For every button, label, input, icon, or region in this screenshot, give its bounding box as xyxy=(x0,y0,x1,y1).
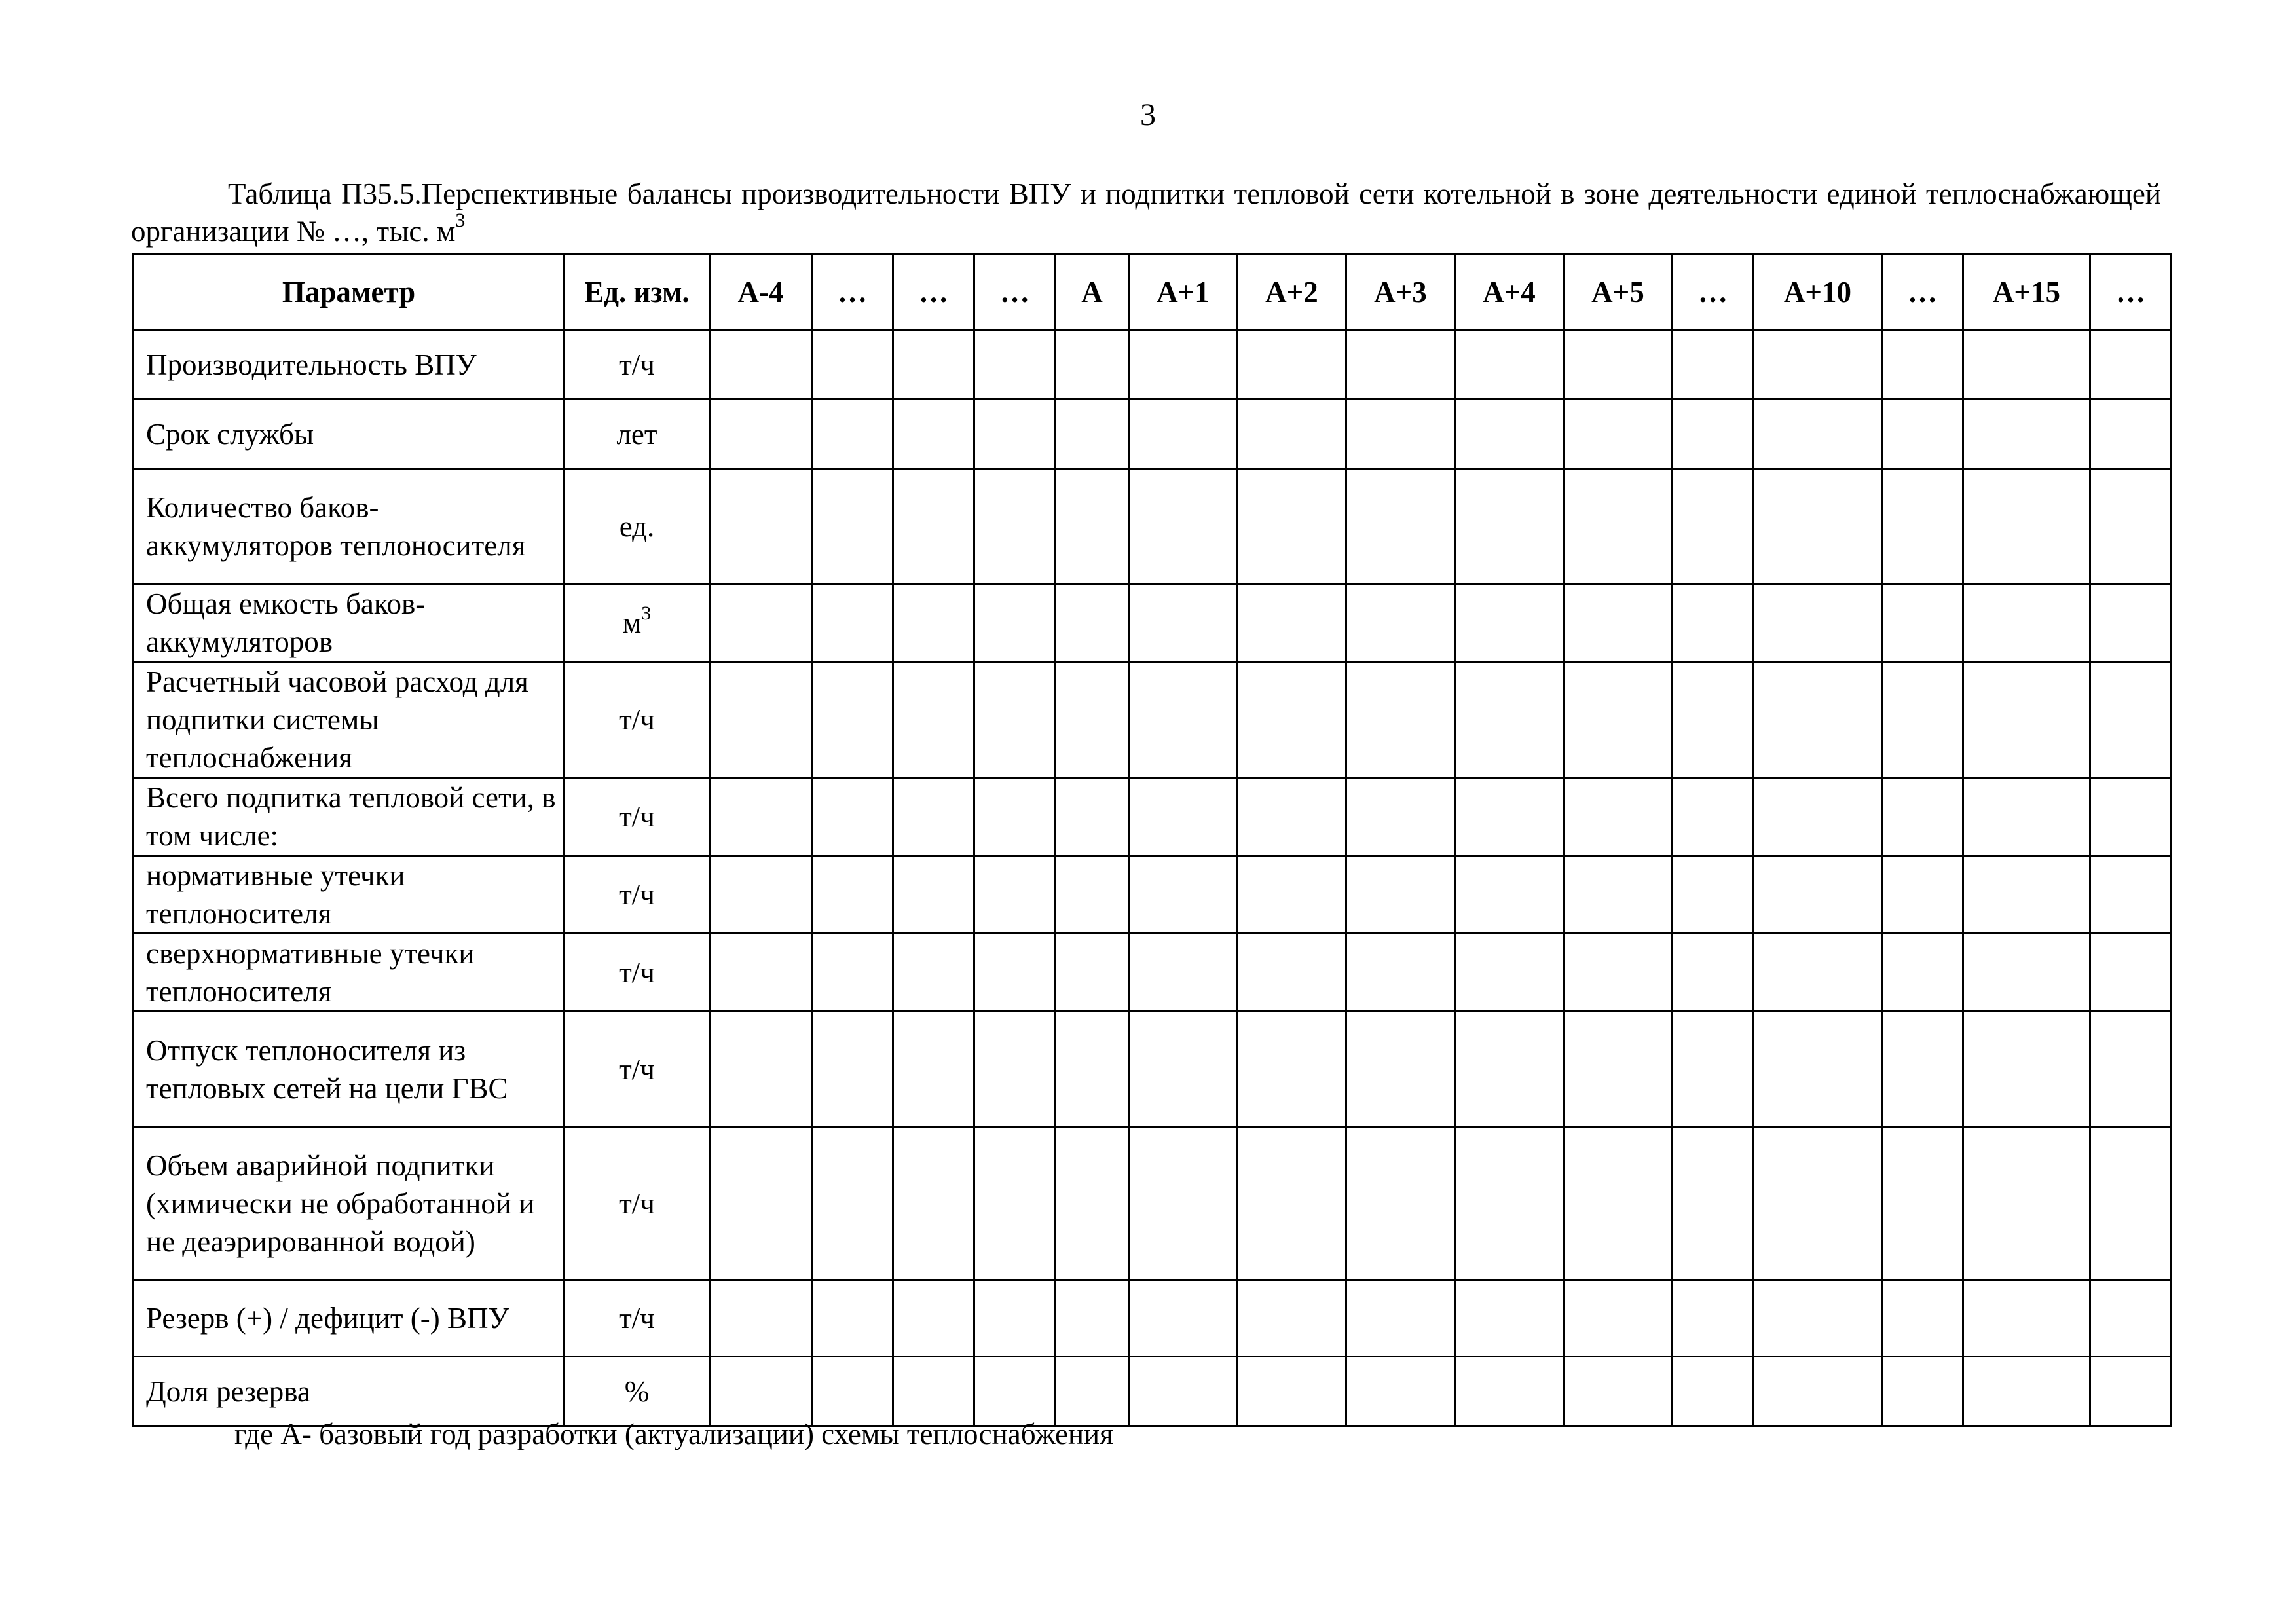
data-cell xyxy=(974,662,1056,778)
data-cell xyxy=(1754,330,1882,399)
data-cell xyxy=(893,662,974,778)
row-param: Производительность ВПУ xyxy=(134,330,565,399)
data-cell xyxy=(1238,469,1346,584)
table-caption-text: Таблица П35.5.Перспективные балансы производительности ВПУ и подпитки тепловой сети котельной в зоне деятельности единой теплоснабжающей организации № …, тыс. м xyxy=(131,177,2161,248)
data-cell xyxy=(1564,1012,1673,1127)
data-cell xyxy=(1455,1357,1564,1426)
data-cell xyxy=(1564,1280,1673,1357)
data-cell xyxy=(2090,469,2172,584)
data-cell xyxy=(812,856,893,934)
data-cell xyxy=(710,584,812,662)
data-cell xyxy=(893,1280,974,1357)
data-cell xyxy=(1673,778,1754,856)
data-cell xyxy=(1882,469,1963,584)
row-unit: % xyxy=(565,1357,710,1426)
data-cell xyxy=(1882,1280,1963,1357)
data-cell xyxy=(1129,584,1238,662)
table-row xyxy=(134,1127,2172,1280)
data-cell xyxy=(1564,399,1673,469)
data-cell xyxy=(1564,330,1673,399)
data-cell xyxy=(1455,662,1564,778)
data-cell xyxy=(1129,399,1238,469)
header-row xyxy=(134,254,2172,330)
data-cell xyxy=(1056,330,1129,399)
data-cell xyxy=(893,856,974,934)
row-unit: т/ч xyxy=(565,856,710,934)
data-cell xyxy=(974,399,1056,469)
row-param: Отпуск теплоносителя из тепловых сетей на цели ГВС xyxy=(134,1012,565,1127)
data-cell xyxy=(1129,778,1238,856)
data-cell xyxy=(1455,330,1564,399)
header-param: Параметр xyxy=(134,254,565,330)
data-cell xyxy=(1056,469,1129,584)
data-cell xyxy=(1346,399,1455,469)
data-cell xyxy=(812,584,893,662)
caption-superscript: 3 xyxy=(455,210,466,231)
data-cell xyxy=(2090,1012,2172,1127)
data-cell xyxy=(1455,1280,1564,1357)
data-cell xyxy=(710,778,812,856)
row-param: Объем аварийной подпитки (химически не обработанной и не деаэрированной водой) xyxy=(134,1127,565,1280)
data-cell xyxy=(1673,469,1754,584)
data-cell xyxy=(974,330,1056,399)
data-cell xyxy=(710,934,812,1012)
row-unit-text: м xyxy=(622,606,642,639)
header-period: А-4 xyxy=(710,254,812,330)
balance-table xyxy=(132,253,2172,1427)
data-cell xyxy=(812,1280,893,1357)
data-cell xyxy=(1882,330,1963,399)
data-cell xyxy=(2090,934,2172,1012)
data-cell xyxy=(1754,469,1882,584)
data-cell xyxy=(2090,1127,2172,1280)
data-cell xyxy=(710,662,812,778)
data-cell xyxy=(1346,1357,1455,1426)
data-cell xyxy=(2090,778,2172,856)
data-cell xyxy=(812,934,893,1012)
data-cell xyxy=(1673,399,1754,469)
data-cell xyxy=(1564,934,1673,1012)
table-caption xyxy=(131,175,2161,250)
data-cell xyxy=(1754,856,1882,934)
data-cell xyxy=(1238,1357,1346,1426)
row-unit: т/ч xyxy=(565,778,710,856)
header-period: А+4 xyxy=(1455,254,1564,330)
data-cell xyxy=(710,399,812,469)
data-cell xyxy=(1346,662,1455,778)
row-param: Общая емкость баков-аккумуляторов xyxy=(134,584,565,662)
data-cell xyxy=(1129,934,1238,1012)
data-cell xyxy=(1056,1357,1129,1426)
data-cell xyxy=(1564,1357,1673,1426)
data-cell xyxy=(1238,330,1346,399)
data-cell xyxy=(893,399,974,469)
data-cell xyxy=(1963,399,2090,469)
data-cell xyxy=(1882,856,1963,934)
data-cell xyxy=(710,856,812,934)
row-param: Доля резерва xyxy=(134,1357,565,1426)
data-cell xyxy=(1129,330,1238,399)
data-cell xyxy=(1056,778,1129,856)
data-cell xyxy=(2090,1280,2172,1357)
table-row xyxy=(134,778,2172,856)
row-unit: ед. xyxy=(565,469,710,584)
data-cell xyxy=(1963,1127,2090,1280)
data-cell xyxy=(1346,469,1455,584)
data-cell xyxy=(1963,469,2090,584)
data-cell xyxy=(1673,1127,1754,1280)
data-cell xyxy=(812,1012,893,1127)
data-cell xyxy=(1238,662,1346,778)
data-cell xyxy=(2090,662,2172,778)
data-cell xyxy=(1238,1012,1346,1127)
data-cell xyxy=(2090,856,2172,934)
data-cell xyxy=(2090,330,2172,399)
data-cell xyxy=(812,469,893,584)
data-cell xyxy=(1129,1357,1238,1426)
data-cell xyxy=(1754,1012,1882,1127)
data-cell xyxy=(974,1012,1056,1127)
data-cell xyxy=(1238,1280,1346,1357)
data-cell xyxy=(1056,1280,1129,1357)
row-unit: т/ч xyxy=(565,662,710,778)
table-row xyxy=(134,1357,2172,1426)
data-cell xyxy=(1882,778,1963,856)
data-cell xyxy=(1129,856,1238,934)
data-cell xyxy=(1129,1280,1238,1357)
data-cell xyxy=(974,778,1056,856)
data-cell xyxy=(1564,662,1673,778)
row-param: Срок службы xyxy=(134,399,565,469)
data-cell xyxy=(893,934,974,1012)
data-cell xyxy=(1129,1012,1238,1127)
data-cell xyxy=(1564,856,1673,934)
data-cell xyxy=(893,778,974,856)
data-cell xyxy=(1564,584,1673,662)
footnote: где А- базовый год разработки (актуализации) схемы теплоснабжения xyxy=(234,1418,1113,1450)
header-period: … xyxy=(893,254,974,330)
data-cell xyxy=(974,856,1056,934)
data-cell xyxy=(1963,330,2090,399)
data-cell xyxy=(812,1127,893,1280)
header-period: … xyxy=(1673,254,1754,330)
row-unit xyxy=(565,584,710,662)
data-cell xyxy=(1129,1127,1238,1280)
data-cell xyxy=(710,1012,812,1127)
row-unit: т/ч xyxy=(565,1012,710,1127)
data-cell xyxy=(1754,1357,1882,1426)
data-cell xyxy=(1882,934,1963,1012)
header-period: А+3 xyxy=(1346,254,1455,330)
data-cell xyxy=(1346,330,1455,399)
row-unit: т/ч xyxy=(565,934,710,1012)
header-unit: Ед. изм. xyxy=(565,254,710,330)
data-cell xyxy=(1455,399,1564,469)
data-cell xyxy=(2090,399,2172,469)
data-cell xyxy=(1673,1280,1754,1357)
data-cell xyxy=(812,778,893,856)
data-cell xyxy=(1754,399,1882,469)
data-cell xyxy=(1056,856,1129,934)
data-cell xyxy=(1238,778,1346,856)
data-cell xyxy=(1455,584,1564,662)
unit-superscript: 3 xyxy=(641,602,652,624)
data-cell xyxy=(1056,1012,1129,1127)
data-cell xyxy=(710,469,812,584)
table-row xyxy=(134,584,2172,662)
data-cell xyxy=(1056,399,1129,469)
data-cell xyxy=(1129,469,1238,584)
data-cell xyxy=(1455,469,1564,584)
table-row xyxy=(134,662,2172,778)
data-cell xyxy=(1673,330,1754,399)
header-period: А xyxy=(1056,254,1129,330)
header-period: А+5 xyxy=(1564,254,1673,330)
data-cell xyxy=(1963,856,2090,934)
header-period: … xyxy=(1882,254,1963,330)
row-unit: лет xyxy=(565,399,710,469)
table-row xyxy=(134,1280,2172,1357)
header-period: … xyxy=(2090,254,2172,330)
data-cell xyxy=(710,330,812,399)
data-cell xyxy=(1882,399,1963,469)
data-cell xyxy=(893,1357,974,1426)
data-cell xyxy=(1455,856,1564,934)
data-cell xyxy=(1238,584,1346,662)
data-cell xyxy=(1346,1012,1455,1127)
header-period: … xyxy=(974,254,1056,330)
data-cell xyxy=(1754,1280,1882,1357)
data-cell xyxy=(710,1357,812,1426)
data-cell xyxy=(2090,584,2172,662)
data-cell xyxy=(710,1280,812,1357)
data-cell xyxy=(1963,662,2090,778)
data-cell xyxy=(1963,1280,2090,1357)
data-cell xyxy=(1754,778,1882,856)
data-cell xyxy=(1346,1280,1455,1357)
data-cell xyxy=(1056,584,1129,662)
data-cell xyxy=(1455,1127,1564,1280)
data-cell xyxy=(1346,584,1455,662)
data-cell xyxy=(1882,584,1963,662)
data-cell xyxy=(1564,469,1673,584)
data-cell xyxy=(1564,778,1673,856)
data-cell xyxy=(710,1127,812,1280)
data-cell xyxy=(1056,1127,1129,1280)
data-cell xyxy=(1238,399,1346,469)
data-cell xyxy=(1882,1127,1963,1280)
data-cell xyxy=(1673,584,1754,662)
data-cell xyxy=(974,1280,1056,1357)
data-cell xyxy=(1963,934,2090,1012)
header-period: А+2 xyxy=(1238,254,1346,330)
header-period: А+15 xyxy=(1963,254,2090,330)
data-cell xyxy=(1963,778,2090,856)
data-cell xyxy=(1346,856,1455,934)
header-period: … xyxy=(812,254,893,330)
data-cell xyxy=(1673,1012,1754,1127)
data-cell xyxy=(893,1127,974,1280)
data-cell xyxy=(1963,584,2090,662)
row-unit: т/ч xyxy=(565,1127,710,1280)
header-period: А+10 xyxy=(1754,254,1882,330)
data-cell xyxy=(893,330,974,399)
row-param: Резерв (+) / дефицит (-) ВПУ xyxy=(134,1280,565,1357)
data-cell xyxy=(2090,1357,2172,1426)
row-param: Расчетный часовой расход для подпитки системы теплоснабжения xyxy=(134,662,565,778)
table-row xyxy=(134,1012,2172,1127)
data-cell xyxy=(1238,856,1346,934)
data-cell xyxy=(1882,1012,1963,1127)
row-param: Количество баков-аккумуляторов теплоносителя xyxy=(134,469,565,584)
data-cell xyxy=(974,584,1056,662)
data-cell xyxy=(812,662,893,778)
table-row xyxy=(134,934,2172,1012)
data-cell xyxy=(1238,934,1346,1012)
data-cell xyxy=(1056,662,1129,778)
table-row xyxy=(134,399,2172,469)
data-cell xyxy=(1056,934,1129,1012)
data-cell xyxy=(812,399,893,469)
data-cell xyxy=(1455,1012,1564,1127)
table-row xyxy=(134,469,2172,584)
data-cell xyxy=(1754,584,1882,662)
data-cell xyxy=(1673,856,1754,934)
table-row xyxy=(134,856,2172,934)
header-period: А+1 xyxy=(1129,254,1238,330)
data-cell xyxy=(1673,934,1754,1012)
data-cell xyxy=(893,1012,974,1127)
data-cell xyxy=(974,1357,1056,1426)
table-row xyxy=(134,330,2172,399)
data-cell xyxy=(1564,1127,1673,1280)
data-cell xyxy=(1963,1357,2090,1426)
data-cell xyxy=(1238,1127,1346,1280)
row-param: Всего подпитка тепловой сети, в том числе: xyxy=(134,778,565,856)
row-param: нормативные утечки теплоносителя xyxy=(134,856,565,934)
data-cell xyxy=(974,469,1056,584)
data-cell xyxy=(1963,1012,2090,1127)
row-unit: т/ч xyxy=(565,1280,710,1357)
data-cell xyxy=(1346,1127,1455,1280)
data-cell xyxy=(1673,1357,1754,1426)
data-cell xyxy=(1346,778,1455,856)
row-param: сверхнормативные утечки теплоносителя xyxy=(134,934,565,1012)
row-unit: т/ч xyxy=(565,330,710,399)
data-cell xyxy=(1882,662,1963,778)
data-cell xyxy=(1455,778,1564,856)
data-cell xyxy=(1754,934,1882,1012)
data-cell xyxy=(974,934,1056,1012)
data-cell xyxy=(812,1357,893,1426)
data-cell xyxy=(1882,1357,1963,1426)
data-cell xyxy=(893,469,974,584)
page-number: 3 xyxy=(1140,98,1156,132)
data-cell xyxy=(893,584,974,662)
data-cell xyxy=(1346,934,1455,1012)
data-cell xyxy=(974,1127,1056,1280)
data-cell xyxy=(1129,662,1238,778)
data-cell xyxy=(1455,934,1564,1012)
data-cell xyxy=(1754,662,1882,778)
data-cell xyxy=(1673,662,1754,778)
data-cell xyxy=(812,330,893,399)
data-cell xyxy=(1754,1127,1882,1280)
